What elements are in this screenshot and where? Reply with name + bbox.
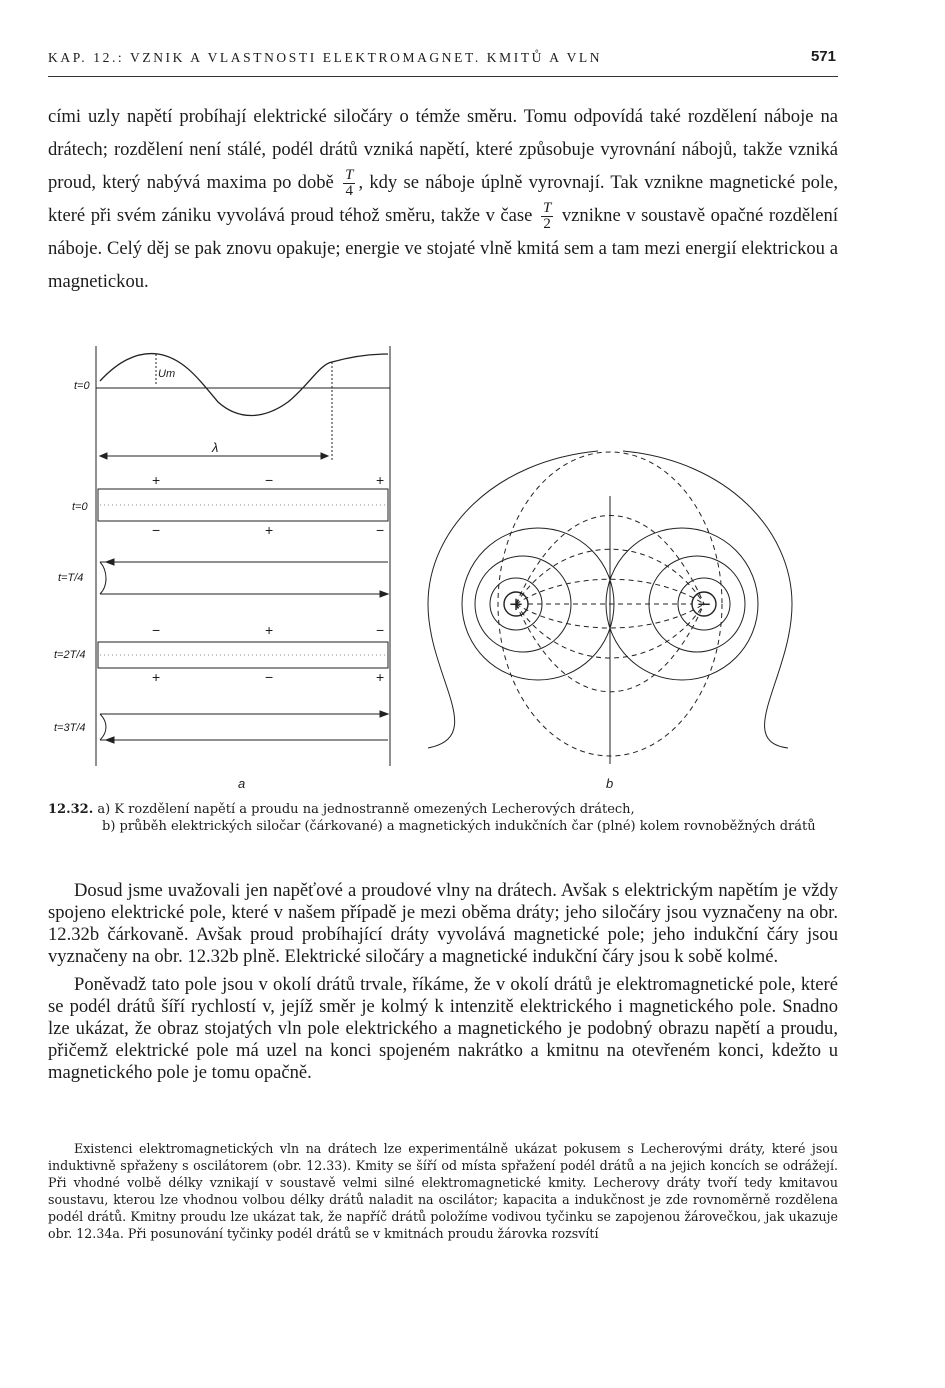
fraction-t-over-2: $\frac{T}{2}$ <box>542 200 552 233</box>
lambda-arrow-right <box>321 453 328 459</box>
minus-t0-3: − <box>152 522 161 538</box>
label-t-three-quarter: t=3T/4 <box>54 722 86 734</box>
running-head: KAP. 12.: VZNIK A VLASTNOSTI ELEKTROMAGNET. KMITŮ A VLN <box>48 50 603 65</box>
plus-t2-2: + <box>152 669 161 685</box>
intro-text-3: vznikne v soustavě opačné rozdělení náboje. Celý děj se pak znovu opakuje; energie ve stojaté vlně kmitá sem a tam mezi energií elektrickou a magnetickou. <box>48 205 839 293</box>
figure-drawing <box>48 336 848 796</box>
plus-t0-2: + <box>376 472 385 488</box>
panel-a-label: a <box>238 776 246 791</box>
figure-caption <box>48 801 838 835</box>
panel-a <box>96 346 390 766</box>
body-text <box>48 880 838 1090</box>
minus-t0-4: − <box>376 522 385 538</box>
voltage-wave <box>100 354 388 416</box>
minus-t2-2: − <box>376 622 385 638</box>
caption-line-2: b) průběh elektrických siločar (čárkované) a magnetických indukčních čar (plné) kolem rovnoběžných drátů <box>102 819 816 834</box>
plus-t0-3: + <box>265 522 274 538</box>
outer-magnetic-left-low <box>428 604 455 748</box>
intro-text-2: , kdy se náboje úplně vyrovnají. Tak vznikne magnetické pole, které při svém zániku vyvolává proud téhož směru, takže v čase <box>48 172 838 227</box>
page-header <box>48 48 838 77</box>
body-paragraph-1: Dosud jsme uvažovali jen napěťové a proudové vlny na drátech. Avšak s elektrickým napětím je vždy spojeno elektrické pole, které v našem případě je mezi oběma dráty; jeho siločáry jsou vyznačeny na obr. 12.32b čárkovaně. Avšak proud probíhající dráty vyvolává magnetické pole; jeho indukční čáry jsou vyznačeny na obr. 12.32b plně. Elektrické siločáry a magnetické indukční čáry jsou k sobě kolmé. <box>48 880 838 967</box>
negative-sign: − <box>696 594 712 615</box>
caption-number: 12.32. <box>48 802 94 817</box>
plus-t0-1: + <box>152 472 161 488</box>
figure-12-32 <box>48 336 848 796</box>
intro-paragraph <box>48 100 838 298</box>
plus-t2-3: + <box>376 669 385 685</box>
plus-t2-1: + <box>265 622 274 638</box>
label-t-half: t=2T/4 <box>54 649 86 661</box>
caption-line-1: a) K rozdělení napětí a proudu na jednostranně omezených Lecherových drátech, <box>97 802 635 817</box>
outer-magnetic-right <box>623 451 792 604</box>
small-paragraph: Existenci elektromagnetických vln na drátech lze experimentálně ukázat pokusem s Lecherovými dráty, které jsou induktivně spřaženy s oscilátorem (obr. 12.33). Kmity se šíří od místa spřažení podél drátů a na jejich koncích se odrážejí. Při vhodné volbě délky vznikají v soustavě velmi silné elektromagnetické kmity. Lecherovy dráty tvoří tedy kmitavou soustavu, kterou lze vhodnou volbou délky drátů naladit na oscilátor; kapacita a indukčnost je zde rovnoměrně rozdělena podél drátů. Kmitny proudu lze ukázat tak, že napříč drátů položíme vodivou tyčinku se zapojenou žárovečkou, jak ukazuje obr. 12.34a. Při posunování tyčinky podél drátů se v kmitnách proudu žárovka rozsvítí <box>48 1141 838 1241</box>
page-number: 571 <box>810 48 836 65</box>
panel-b <box>428 451 792 764</box>
label-t0-wave: t=0 <box>74 380 90 392</box>
intro-text-1: cími uzly napětí probíhají elektrické siločáry o témže směru. Tomu odpovídá také rozdělení náboje na drátech; rozdělení není stálé, podél drátů vzniká napětí, které způsobuje vyrovnání nábojů, takže vzniká proud, který nabývá maxima po době <box>48 106 838 193</box>
small-print <box>48 1140 838 1242</box>
label-um: Um <box>158 368 176 380</box>
label-lambda: λ <box>212 440 219 455</box>
lambda-arrow-left <box>100 453 107 459</box>
minus-t0-1: − <box>265 472 274 488</box>
fraction-t-over-4: $\frac{T}{4}$ <box>345 167 354 200</box>
panel-b-label: b <box>606 776 614 791</box>
label-t-quarter: t=T/4 <box>58 572 84 584</box>
label-t0-wires: t=0 <box>72 501 88 513</box>
minus-t2-1: − <box>152 622 161 638</box>
outer-magnetic-right-low <box>765 604 792 748</box>
positive-sign: + <box>508 594 524 615</box>
body-paragraph-2: Poněvadž tato pole jsou v okolí drátů trvale, říkáme, že v okolí drátů je elektromagnetické pole, které se podél drátů šíří rychlostí v, jejíž směr je kolmý k intenzitě elektrického i magnetického pole. Snadno lze ukázat, že obraz stojatých vln pole elektrického a magnetického je podobný obrazu napětí a proudu, přičemž elektrické pole má uzel na konci spojeném nakrátko a kmitnu na otevřeném konci, kdežto u magnetického pole je tomu opačně. <box>48 974 838 1083</box>
minus-t2-3: − <box>265 669 274 685</box>
